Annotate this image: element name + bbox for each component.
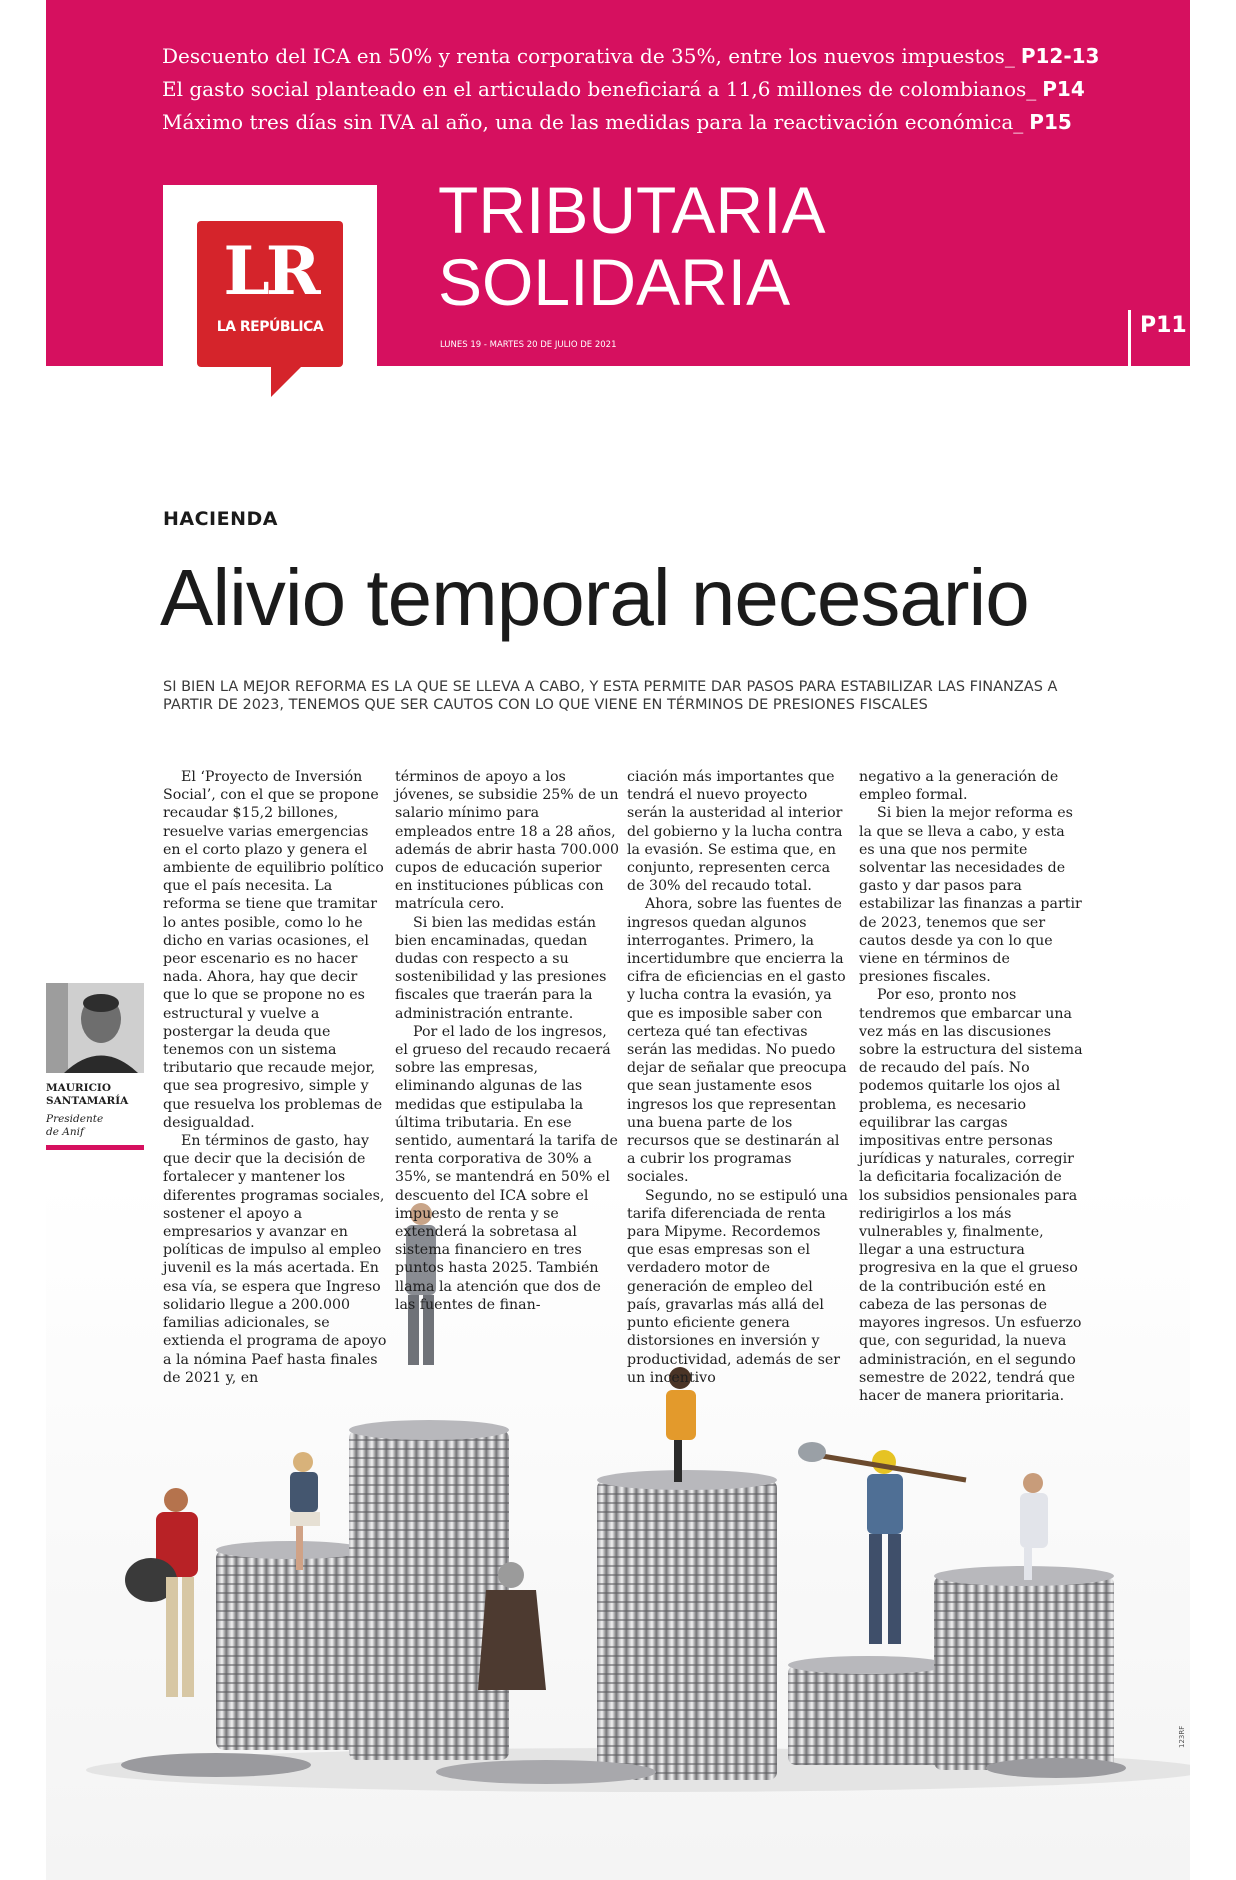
newspaper-logo[interactable] bbox=[163, 185, 377, 421]
paragraph: El ‘Proyecto de Inversión Social’, con el que se propone recaudar $15,2 billones, resuelve varias emergencias en el corto plazo y genera el ambiente de equilibrio político que el país necesita. La reforma se tiene que tramitar lo antes posible, como lo he dicho en varias ocasiones, el peor escenario es no hacer nada. Ahora, hay que decir que lo que se propone no es estructural y vuelve a postergar la deuda que tenemos con un sistema tributario que recaude mejor, que sea progresivo, simple y que resuelva los problemas de desigualdad. bbox=[163, 769, 384, 1131]
article-column-4 bbox=[859, 768, 1083, 1405]
author-accent-bar bbox=[46, 1145, 144, 1150]
paragraph: Si bien las medidas están bien encaminadas, quedan dudas con respecto a su sostenibilidad y las presiones fiscales que traerán para la administración entrante. bbox=[395, 914, 607, 1022]
teaser-item[interactable]: Descuento del ICA en 50% y renta corporativa de 35%, entre los nuevos impuestos_ P12-13 bbox=[162, 44, 1100, 68]
teaser-page: P15 bbox=[1029, 110, 1072, 134]
teaser-item[interactable]: El gasto social planteado en el articulado beneficiará a 11,6 millones de colombianos_ P14 bbox=[162, 77, 1085, 101]
teaser-item[interactable]: Máximo tres días sin IVA al año, una de las medidas para la reactivación económica_ P15 bbox=[162, 110, 1072, 134]
logo-mark: LR bbox=[223, 232, 317, 310]
teaser-page: P12-13 bbox=[1020, 44, 1100, 68]
teaser-page: P14 bbox=[1042, 77, 1085, 101]
author-portrait-icon bbox=[46, 983, 144, 1073]
section-title-line-2: SOLIDARIA bbox=[438, 245, 791, 319]
paragraph: negativo a la generación de empleo formal. bbox=[859, 769, 1059, 804]
paragraph: En términos de gasto, hay que decir que la decisión de fortalecer y mantener los diferentes programas sociales, sostener el apoyo a empresarios y avanzar en políticas de impulso al empleo juvenil es la más acertada. En esa vía, se espera que Ingreso solidario llegue a 200.000 familias adicionales, se extienda el programa de apoyo a la nómina Paef hasta finales de 2021 y, en bbox=[163, 1133, 387, 1386]
paragraph: ciación más importantes que tendrá el nuevo proyecto serán la austeridad al interior del gobierno y la lucha contra la evasión. Se estima que, en conjunto, representen cerca de 30% del recaudo total. bbox=[627, 769, 843, 895]
paragraph: Por eso, pronto nos tendremos que embarcar una vez más en las discusiones sobre la estructura del sistema de recaudo del país. No podemos quitarle los ojos al problema, es necesario equilibrar las cargas impositivas entre personas jurídicas y naturales, corregir la deficitaria focalización de los subsidios pensionales para redirigirlos a los más vulnerables y, finalmente, llegar a una estructura progresiva en la que el grueso de la contribución esté en cabeza de las personas de mayores ingresos. Un esfuerzo que, con seguridad, la nueva administración, en el segundo semestre de 2022, tendrá que hacer de manera prioritaria. bbox=[859, 987, 1083, 1404]
author-role: Presidente de Anif bbox=[46, 1113, 104, 1138]
logo-name: LA REPÚBLICA bbox=[216, 319, 324, 335]
author-photo bbox=[46, 983, 144, 1073]
photo-credit: 123RF bbox=[1178, 1725, 1186, 1748]
paragraph: Por el lado de los ingresos, el grueso del recaudo recaerá sobre las empresas, eliminando algunas de las medidas que estipulaba la última tributaria. En ese sentido, aumentará la tarifa de renta corporativa de 30% a 35%, se mantendrá en 50% el descuento del ICA sobre el impuesto de renta y se extenderá la sobretasa al sistema financiero en tres puntos hasta 2025. También llama la atención que dos de las fuentes de finan- bbox=[395, 1023, 618, 1313]
paragraph: Ahora, sobre las fuentes de ingresos quedan algunos interrogantes. Primero, la incertidumbre que encierra la cifra de eficiencias en el gasto y lucha contra la evasión, ya que es imposible saber con certeza qué tan efectivas serán las medidas. No puedo dejar de señalar que preocupa que sean justamente esos ingresos los que representan una buena parte de los recursos que se destinarán al a cubrir los programas sociales. bbox=[627, 896, 847, 1186]
article-column-2 bbox=[395, 768, 619, 1314]
teaser-list bbox=[162, 40, 1162, 139]
logo-speech-tail bbox=[271, 363, 305, 397]
section-title bbox=[438, 174, 825, 318]
paragraph: términos de apoyo a los jóvenes, se subsidie 25% de un salario mínimo para empleados entre 18 a 28 años, además de abrir hasta 700.000 cupos de educación superior en instituciones públicas con matrícula cero. bbox=[395, 769, 619, 913]
coin-stack bbox=[216, 1541, 366, 1750]
page-number: P11 bbox=[1128, 310, 1187, 366]
article-headline: Alivio temporal necesario bbox=[160, 553, 1029, 642]
article-column-3 bbox=[627, 768, 851, 1387]
author-name: MAURICIO SANTAMARÍA bbox=[46, 1082, 129, 1107]
article-dek: SI BIEN LA MEJOR REFORMA ES LA QUE SE LLEVA A CABO, Y ESTA PERMITE DAR PASOS PARA ESTABILIZAR LAS FINANZAS A PARTIR DE 2023, TENEMOS QUE SER CAUTOS CON LO QUE VIENE EN TÉRMINOS DE PRESIONES FISCALES bbox=[163, 679, 1058, 713]
paragraph: Si bien la mejor reforma es la que se lleva a cabo, y esta es una que nos permite solventar las necesidades de gasto y dar pasos para estabilizar las finanzas a partir de 2023, tenemos que ser cautos desde ya con lo que viene en términos de presiones fiscales. bbox=[859, 805, 1082, 986]
paragraph: Segundo, no se estipuló una tarifa diferenciada de renta para Mipyme. Recordemos que esas empresas son el verdadero motor de generación de empleo del país, gravarlas más allá del punto eficiente genera distorsiones en inversión y productividad, además de ser un incentivo bbox=[627, 1187, 848, 1386]
article-column-1 bbox=[163, 768, 387, 1387]
issue-date: LUNES 19 - MARTES 20 DE JULIO DE 2021 bbox=[440, 340, 617, 350]
section-title-line-1: TRIBUTARIA bbox=[438, 173, 826, 247]
logo-badge bbox=[197, 221, 343, 367]
article-kicker: HACIENDA bbox=[163, 508, 278, 530]
